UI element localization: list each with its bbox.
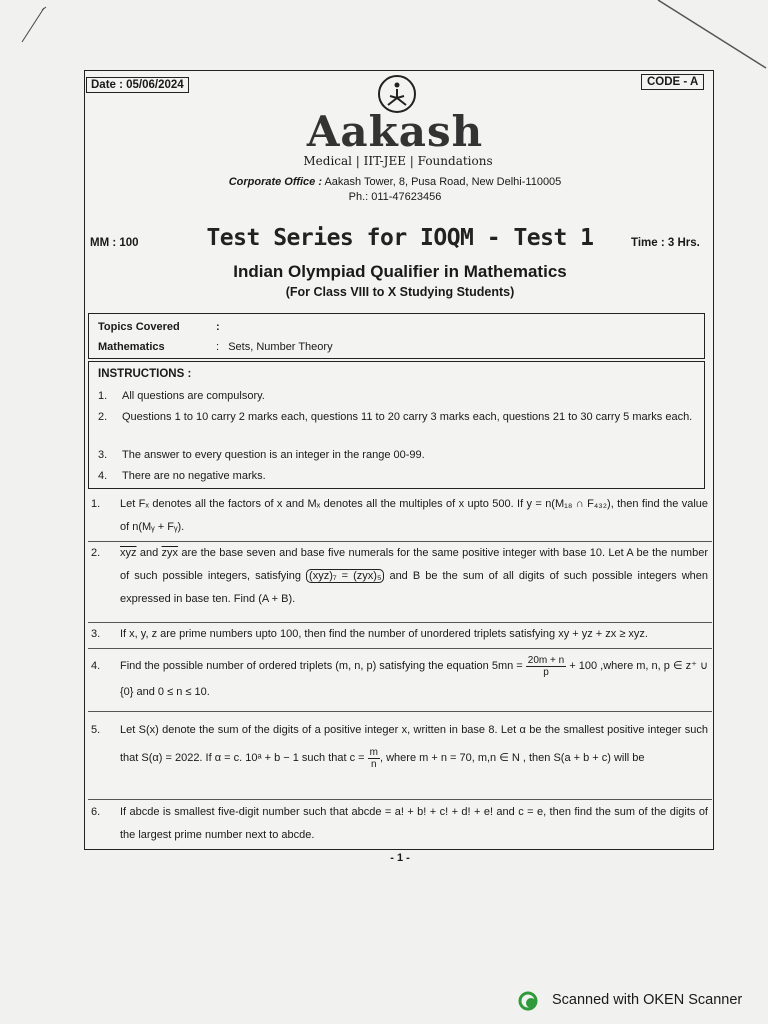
instruction-text: There are no negative marks. [122, 470, 266, 482]
fraction-numerator: 20m + n [527, 654, 565, 666]
date-label: Date : 05/06/2024 [86, 77, 189, 93]
question-text-part: and [136, 547, 162, 559]
question-number: 6. [91, 806, 101, 818]
fraction-denominator: p [543, 666, 549, 678]
topics-box [88, 313, 705, 359]
phone-number: Ph.: 011-47623456 [348, 191, 442, 203]
question-number: 5. [91, 724, 101, 736]
instruction-number: 1. [98, 390, 108, 402]
brand-name: Aakash [306, 107, 484, 156]
question-divider [88, 799, 712, 800]
instruction-number: 2. [98, 411, 108, 423]
question-text [120, 653, 708, 705]
fraction [526, 655, 566, 678]
question-number: 3. [91, 628, 101, 640]
instruction-number: 3. [98, 449, 108, 461]
question-text-part: are the base seven and base five numerals for the same positive integer with base 10. Let A be the number of such possible integers, satisfying [120, 547, 708, 582]
question-text-part: + 100 ,where m, n, p ∈ z⁺ ∪ {0} and 0 ≤ n ≤ 10. [120, 660, 709, 698]
question-text-part: , where m + n = 70, m,n ∈ N , then S(a + b + c) will be [380, 752, 645, 764]
numeral-xyz: $\overline{xyz}$ [120, 547, 137, 559]
question-text: If x, y, z are prime numbers upto 100, then find the number of unordered triplets satisfying xy + yz + zx ≥ xyz. [120, 628, 648, 640]
question-text [120, 542, 708, 611]
corporate-office [180, 176, 610, 188]
topics-content: : Sets, Number Theory [216, 341, 333, 353]
fraction-denominator: n [371, 758, 377, 770]
brand-tagline: Medical | IIT-JEE | Foundations [303, 154, 493, 168]
exam-subtitle: Indian Olympiad Qualifier in Mathematics [233, 262, 567, 281]
page-title: Test Series for IOQM - Test 1 [206, 225, 594, 251]
question-number: 4. [91, 660, 101, 672]
fraction [368, 747, 380, 770]
base-equation: (xyz)₇ = (zyx)₅ [306, 569, 384, 583]
question-text: If abcde is smallest five-digit number such that abcde = a! + b! + c! + d! + e! and c = e, then find the sum of the digits of the largest prime number next to abcde. [120, 806, 708, 841]
pen-mark [14, 4, 54, 44]
question-text-part: Let S(x) denote the sum of the digits of a positive integer x, written in base 8. Let α be the smallest positive integer such that S(α) = 2022. If α = c. 10ᵃ + b − 1 such that c = [120, 724, 708, 764]
instructions-box [88, 361, 705, 489]
topics-label: Topics Covered [98, 321, 180, 333]
code-label: CODE - A [641, 74, 704, 90]
question-text [120, 716, 708, 772]
instruction-text: The answer to every question is an integer in the range 00-99. [122, 449, 425, 461]
question-divider [88, 648, 712, 649]
instruction-number: 4. [98, 470, 108, 482]
question-text: Let Fₓ denotes all the factors of x and Mₓ denotes all the multiples of x upto 500. If y = n(M₁₈ ∩ F₄₃₂), then find the value of n(Mᵧ + Fᵧ). [120, 498, 708, 533]
question-divider [88, 711, 712, 712]
topics-subject: Mathematics [98, 341, 165, 353]
instruction-text: Questions 1 to 10 carry 2 marks each, questions 11 to 20 carry 3 marks each, questions 21 to 30 carry 5 marks each. [122, 411, 693, 423]
numeral-zyx: $\overline{zyx}$ [161, 547, 179, 559]
eligibility-note: (For Class VIII to X Studying Students) [285, 285, 515, 299]
question-number: 1. [91, 498, 101, 510]
oken-scanner-logo-icon [518, 991, 538, 1011]
page-fold-line [638, 0, 768, 70]
scanner-watermark-text: Scanned with OKEN Scanner [552, 992, 743, 1008]
instructions-heading: INSTRUCTIONS : [98, 368, 192, 380]
instruction-text: All questions are compulsory. [122, 390, 265, 402]
corporate-office-address: Aakash Tower, 8, Pusa Road, New Delhi-110005 [324, 176, 562, 188]
time-allowed: Time : 3 Hrs. [631, 237, 700, 249]
question-number: 2. [91, 547, 101, 559]
page-number: - 1 - [390, 852, 410, 864]
fraction-numerator: m [369, 746, 378, 758]
topics-colon: : [216, 321, 220, 333]
question-text-part: Find the possible number of ordered triplets (m, n, p) satisfying the equation 5mn = [120, 660, 526, 672]
corporate-office-label: Corporate Office : [228, 176, 322, 188]
question-text-part: and B be the sum of all digits of such possible integers when expressed in base ten. Find (A + B). [120, 570, 708, 605]
max-marks: MM : 100 [90, 237, 139, 249]
